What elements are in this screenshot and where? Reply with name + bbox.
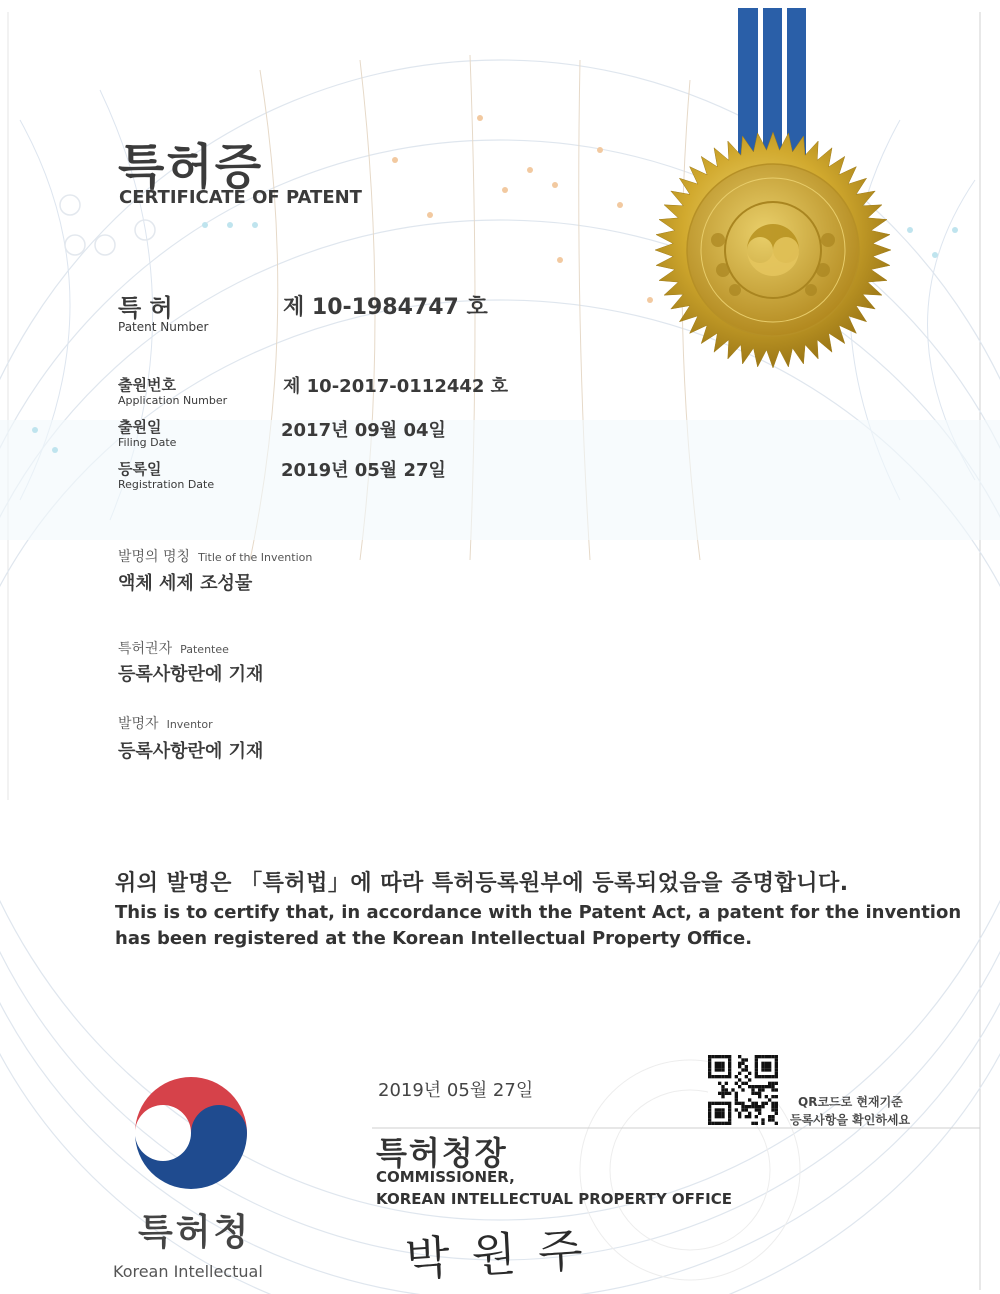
- qr-note-line2: 등록사항을 확인하세요: [790, 1113, 911, 1127]
- filing-date-label-en: Filing Date: [118, 436, 177, 449]
- certification-statement-en-line1: This is to certify that, in accordance with the Patent Act, a patent for the invention: [115, 902, 962, 923]
- invention-label: [118, 546, 312, 566]
- issue-date: 2019년 05월 27일: [378, 1080, 534, 1101]
- patent-number-value: 제 10-1984747 호: [283, 295, 488, 320]
- inventor-value: 등록사항란에 기재: [118, 741, 264, 762]
- patentee-label-en: Patentee: [180, 643, 229, 656]
- commissioner-title-en-line2: KOREAN INTELLECTUAL PROPERTY OFFICE: [376, 1190, 733, 1208]
- patent-number-label-en: Patent Number: [118, 320, 209, 334]
- application-number-label-en: Application Number: [118, 394, 228, 407]
- certificate-title-ko: 특허증: [118, 139, 264, 195]
- kipo-logo-name-en: Korean Intellectual: [113, 1262, 263, 1281]
- registration-date-label-ko: 등록일: [118, 460, 162, 478]
- invention-label-ko: 발명의 명칭: [118, 549, 191, 565]
- patentee-label: [118, 638, 229, 658]
- certification-statement-ko: 위의 발명은 「특허법」에 따라 특허등록원부에 등록되었음을 증명합니다.: [115, 871, 849, 896]
- filing-date-label-ko: 출원일: [118, 418, 162, 436]
- invention-label-en: Title of the Invention: [198, 551, 313, 564]
- qr-code-icon: [708, 1055, 778, 1125]
- commissioner-title-en-line1: COMMISSIONER,: [376, 1168, 515, 1186]
- qr-note-line1: QR코드로 현재기준: [798, 1095, 903, 1109]
- application-number-value: 제 10-2017-0112442 호: [283, 376, 509, 397]
- commissioner-signature: 박원주: [403, 1221, 606, 1287]
- certificate-title-en: CERTIFICATE OF PATENT: [119, 187, 362, 208]
- invention-title-value: 액체 세제 조성물: [118, 573, 253, 594]
- commissioner-title-ko: 특허청장: [376, 1134, 508, 1172]
- inventor-label-ko: 발명자: [118, 716, 159, 732]
- filing-date-value: 2017년 09월 04일: [281, 420, 446, 441]
- patent-number-label-ko: 특 허: [118, 294, 173, 322]
- patentee-value: 등록사항란에 기재: [118, 664, 264, 685]
- application-number-label-ko: 출원번호: [118, 376, 176, 394]
- inventor-label-en: Inventor: [166, 718, 213, 731]
- certification-statement-en-line2: has been registered at the Korean Intellectual Property Office.: [115, 928, 753, 949]
- registration-date-label-en: Registration Date: [118, 478, 215, 491]
- gold-seal-icon: [655, 132, 891, 368]
- patentee-label-ko: 특허권자: [118, 641, 173, 657]
- registration-date-value: 2019년 05월 27일: [281, 460, 446, 481]
- inventor-label: [118, 713, 213, 733]
- kipo-logo-name-ko: 특허청: [138, 1212, 252, 1253]
